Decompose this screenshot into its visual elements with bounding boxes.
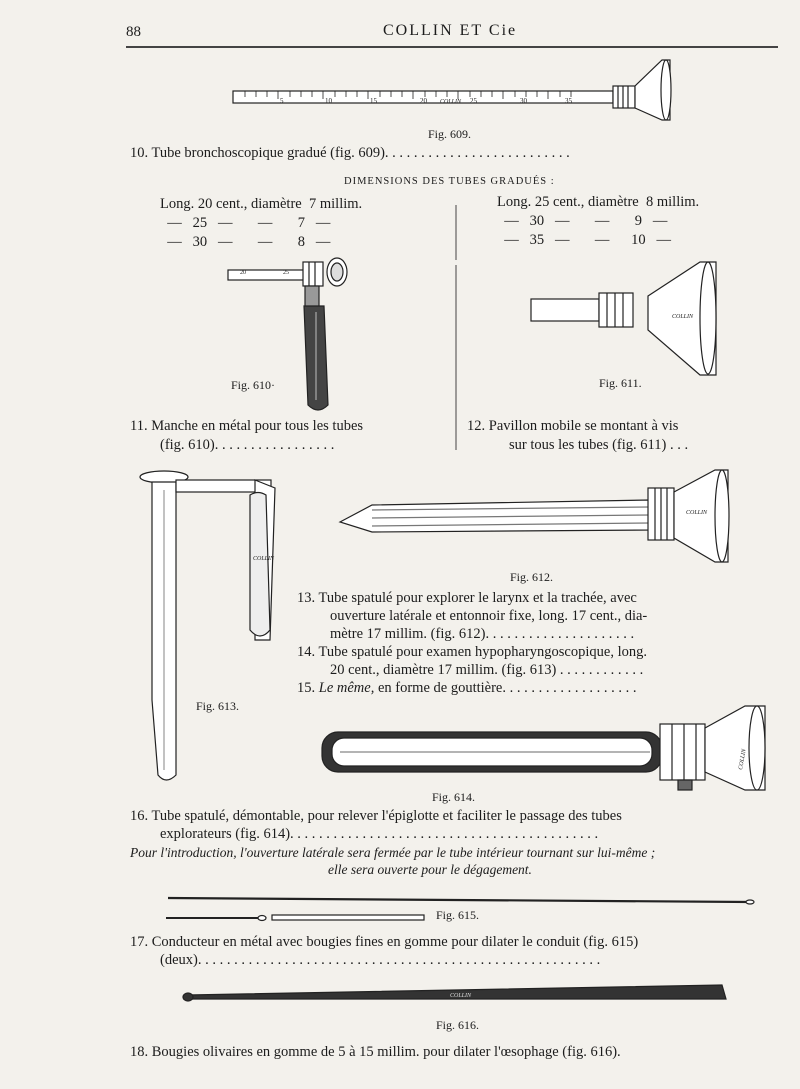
item-14-line1: 14. Tube spatulé pour examen hypopharyngoscopique, long. <box>297 644 647 660</box>
item-14-line2: 20 cent., diamètre 17 millim. (fig. 613) . . . . . . . . . . . . <box>330 662 644 678</box>
dimensions-right <box>497 193 699 250</box>
svg-text:20: 20 <box>240 270 246 276</box>
item-13-line1: 13. Tube spatulé pour explorer le larynx et la trachée, avec <box>297 590 637 606</box>
fig-610-caption: Fig. 610· <box>231 378 276 392</box>
item-17-line1: 17. Conducteur en métal avec bougies fines en gomme pour dilater le conduit (fig. 615) <box>130 934 639 950</box>
running-title: COLLIN ET Cie <box>383 22 518 39</box>
dim-right-row: — 30 — — 9 — <box>497 213 668 229</box>
svg-text:20: 20 <box>420 97 427 105</box>
dim-right-row: — 35 — — 10 — <box>497 232 671 248</box>
fig-612-brand: COLLIN <box>686 510 708 516</box>
item-15-text: en forme de gouttière. . . . . . . . . . . . . . . . . . . <box>377 680 637 696</box>
fig-613-caption: Fig. 613. <box>196 699 240 713</box>
dim-left-row: — 30 — — 8 — <box>160 234 331 250</box>
item-13-line2: ouverture latérale et entonnoir fixe, long. 17 cent., dia- <box>330 608 648 624</box>
fig-616-brand: COLLIN <box>450 993 472 999</box>
dimensions-left <box>160 195 362 252</box>
fig-614-illustration <box>322 706 765 790</box>
item-17-line2: (deux). . . . . . . . . . . . . . . . . . . . . . . . . . . . . . . . . . . . . . . . . . . . . . . . . . . . . . . . <box>160 952 601 968</box>
svg-text:15: 15 <box>370 97 377 105</box>
item-10: 10. Tube bronchoscopique gradué (fig. 609). . . . . . . . . . . . . . . . . . . . . . . . . . <box>130 145 570 161</box>
fig-614-caption: Fig. 614. <box>432 790 476 804</box>
item-16-line2: explorateurs (fig. 614). . . . . . . . . . . . . . . . . . . . . . . . . . . . . . . . . . . . . . . . . . . <box>160 826 599 842</box>
item-16-note-line1: Pour l'introduction, l'ouverture latérale sera fermée par le tube intérieur tournant sur lui-même ; <box>130 845 656 860</box>
fig-609-caption: Fig. 609. <box>428 127 472 141</box>
fig-613-brand: COLLIN <box>253 556 275 562</box>
fig-615-caption: Fig. 615. <box>436 908 480 922</box>
svg-text:5: 5 <box>280 97 284 105</box>
fig-612-caption: Fig. 612. <box>510 570 554 584</box>
fig-611-caption: Fig. 611. <box>599 376 642 390</box>
item-16-line1: 16. Tube spatulé, démontable, pour relever l'épiglotte et faciliter le passage des tubes <box>130 808 622 824</box>
svg-text:25: 25 <box>283 270 289 276</box>
svg-text:25: 25 <box>470 97 477 105</box>
dimensions-heading: DIMENSIONS DES TUBES GRADUÉS : <box>344 176 555 187</box>
fig-613-illustration <box>140 471 275 780</box>
item-16-note-line2: elle sera ouverte pour le dégagement. <box>328 862 532 877</box>
dim-left-row: — 25 — — 7 — <box>160 215 331 231</box>
dim-left-row: Long. 20 cent., diamètre 7 millim. <box>160 196 363 212</box>
fig-616-caption: Fig. 616. <box>436 1018 480 1032</box>
item-11-line2: (fig. 610). . . . . . . . . . . . . . . . . <box>160 437 335 453</box>
fig-609-illustration <box>233 60 671 120</box>
fig-612-illustration <box>340 470 729 562</box>
item-11-line1: 11. Manche en métal pour tous les tubes <box>130 418 364 434</box>
item-15-italic: Le même, <box>318 680 375 696</box>
item-15-number: 15. <box>297 680 316 696</box>
fig-611-brand: COLLIN <box>672 314 694 320</box>
item-13-line3: mètre 17 millim. (fig. 612). . . . . . . . . . . . . . . . . . . . . <box>330 626 635 642</box>
item-12-line2: sur tous les tubes (fig. 611) . . . <box>509 437 689 453</box>
page-number: 88 <box>126 24 141 40</box>
dim-right-row: Long. 25 cent., diamètre 8 millim. <box>497 194 700 210</box>
fig-614-brand: COLLIN <box>738 748 748 771</box>
svg-text:35: 35 <box>565 97 572 105</box>
svg-text:30: 30 <box>520 97 527 105</box>
svg-text:COLLIN: COLLIN <box>440 99 462 105</box>
item-12-line1: 12. Pavillon mobile se montant à vis <box>467 418 679 434</box>
item-18: 18. Bougies olivaires en gomme de 5 à 15 millim. pour dilater l'œsophage (fig. 616). <box>130 1044 621 1060</box>
svg-text:10: 10 <box>325 97 332 105</box>
item-15 <box>297 679 636 698</box>
